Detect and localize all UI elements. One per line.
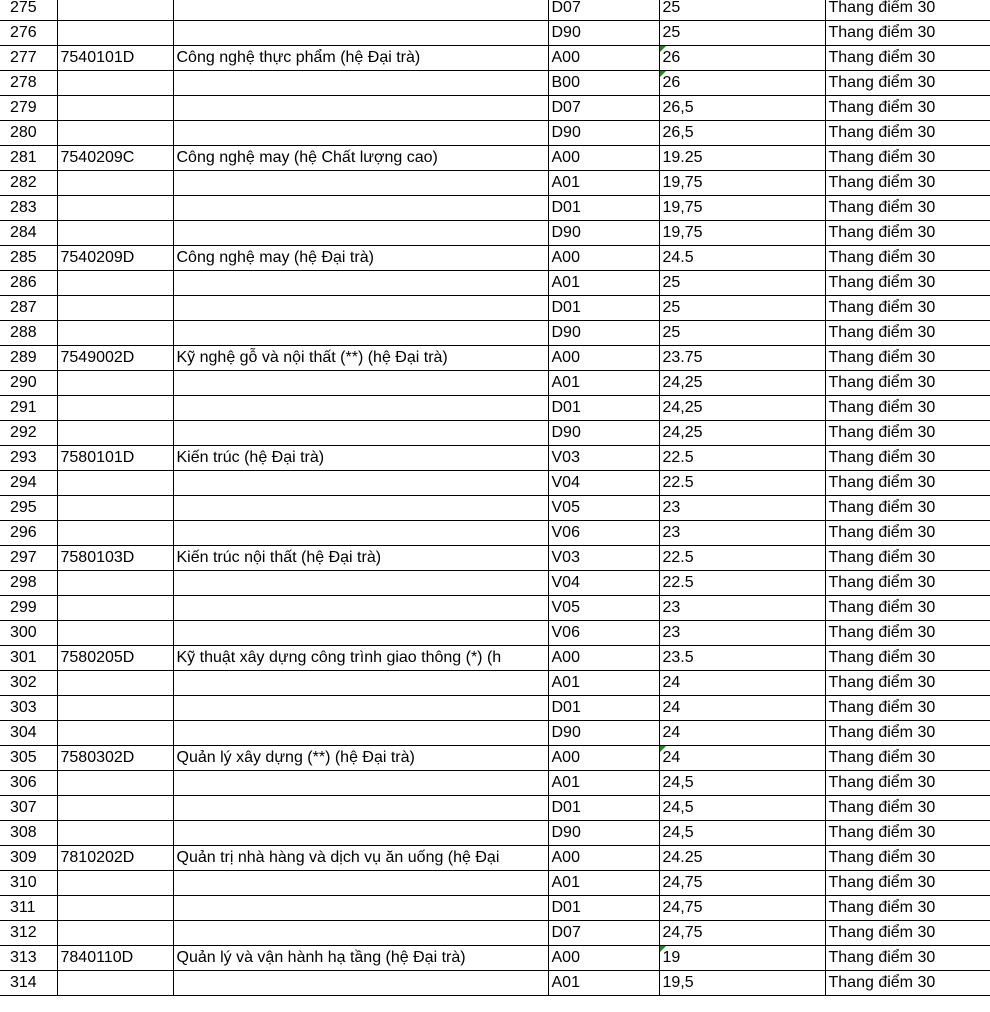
subject-block-cell[interactable]: A01	[548, 671, 659, 696]
row-number-cell[interactable]: 311	[0, 896, 57, 921]
score-cell[interactable]: 24,5	[659, 796, 825, 821]
subject-block-cell[interactable]: D90	[548, 721, 659, 746]
major-code-cell[interactable]: 7840110D	[57, 946, 173, 971]
row-number-cell[interactable]: 295	[0, 496, 57, 521]
row-number-cell[interactable]: 301	[0, 646, 57, 671]
major-name-cell[interactable]: Kiến trúc nội thất (hệ Đại trà)	[173, 546, 548, 571]
scale-cell[interactable]: Thang điểm 30	[825, 721, 990, 746]
major-name-cell[interactable]	[173, 596, 548, 621]
subject-block-cell[interactable]: D90	[548, 121, 659, 146]
score-cell[interactable]: 23.75	[659, 346, 825, 371]
score-cell[interactable]: 22.5	[659, 471, 825, 496]
row-number-cell[interactable]: 277	[0, 46, 57, 71]
score-cell[interactable]: 24	[659, 671, 825, 696]
table-row	[0, 871, 990, 896]
table-row	[0, 96, 990, 121]
table-row	[0, 746, 990, 771]
scale-cell[interactable]: Thang điểm 30	[825, 871, 990, 896]
major-code-cell[interactable]: 7580103D	[57, 546, 173, 571]
major-name-cell[interactable]	[173, 21, 548, 46]
major-code-cell[interactable]: 7810202D	[57, 846, 173, 871]
score-cell[interactable]: 19,75	[659, 196, 825, 221]
table-row	[0, 146, 990, 171]
score-cell[interactable]: 26	[659, 46, 825, 71]
subject-block-cell[interactable]: B00	[548, 71, 659, 96]
subject-block-cell[interactable]: A00	[548, 346, 659, 371]
major-code-cell[interactable]	[57, 896, 173, 921]
score-cell[interactable]: 24,75	[659, 921, 825, 946]
major-name-cell[interactable]: Công nghệ may (hệ Đại trà)	[173, 246, 548, 271]
major-code-cell[interactable]	[57, 421, 173, 446]
row-number-cell[interactable]: 290	[0, 371, 57, 396]
major-name-cell[interactable]	[173, 921, 548, 946]
row-number-cell[interactable]: 280	[0, 121, 57, 146]
score-cell[interactable]: 24,5	[659, 821, 825, 846]
table-row	[0, 571, 990, 596]
score-cell[interactable]: 26,5	[659, 121, 825, 146]
major-code-cell[interactable]	[57, 771, 173, 796]
score-cell[interactable]: 22.5	[659, 571, 825, 596]
scale-cell[interactable]: Thang điểm 30	[825, 371, 990, 396]
major-code-cell[interactable]	[57, 221, 173, 246]
table-row	[0, 896, 990, 921]
table-row	[0, 371, 990, 396]
subject-block-cell[interactable]: A00	[548, 46, 659, 71]
row-number-cell[interactable]: 306	[0, 771, 57, 796]
row-number-cell[interactable]: 297	[0, 546, 57, 571]
row-number-cell[interactable]: 283	[0, 196, 57, 221]
row-number-cell[interactable]: 299	[0, 596, 57, 621]
score-cell[interactable]: 23	[659, 521, 825, 546]
subject-block-cell[interactable]: A00	[548, 246, 659, 271]
scale-cell[interactable]: Thang điểm 30	[825, 271, 990, 296]
major-name-cell[interactable]	[173, 71, 548, 96]
subject-block-cell[interactable]: A00	[548, 846, 659, 871]
table-row	[0, 246, 990, 271]
major-name-cell[interactable]	[173, 471, 548, 496]
major-name-cell[interactable]	[173, 771, 548, 796]
major-name-cell[interactable]	[173, 96, 548, 121]
major-name-cell[interactable]	[173, 521, 548, 546]
major-name-cell[interactable]	[173, 796, 548, 821]
major-name-cell[interactable]	[173, 321, 548, 346]
score-cell[interactable]: 24,5	[659, 771, 825, 796]
subject-block-cell[interactable]: D90	[548, 821, 659, 846]
major-name-cell[interactable]	[173, 371, 548, 396]
subject-block-cell[interactable]: A00	[548, 146, 659, 171]
row-number-cell[interactable]: 276	[0, 21, 57, 46]
major-name-cell[interactable]	[173, 421, 548, 446]
major-code-cell[interactable]	[57, 371, 173, 396]
major-code-cell[interactable]	[57, 21, 173, 46]
row-number-cell[interactable]: 312	[0, 921, 57, 946]
subject-block-cell[interactable]: D01	[548, 696, 659, 721]
subject-block-cell[interactable]: D90	[548, 21, 659, 46]
row-number-cell[interactable]: 303	[0, 696, 57, 721]
row-number-cell[interactable]: 284	[0, 221, 57, 246]
major-code-cell[interactable]	[57, 921, 173, 946]
scale-cell[interactable]: Thang điểm 30	[825, 796, 990, 821]
scale-cell[interactable]: Thang điểm 30	[825, 321, 990, 346]
score-cell[interactable]: 19,5	[659, 971, 825, 996]
major-code-cell[interactable]	[57, 721, 173, 746]
row-number-cell[interactable]: 308	[0, 821, 57, 846]
score-cell[interactable]: 22.5	[659, 446, 825, 471]
row-number-cell[interactable]: 305	[0, 746, 57, 771]
major-name-cell[interactable]: Kỹ thuật xây dựng công trình giao thông (*) (h	[173, 646, 548, 671]
major-name-cell[interactable]: Công nghệ thực phẩm (hệ Đại trà)	[173, 46, 548, 71]
subject-block-cell[interactable]: A01	[548, 271, 659, 296]
table-row	[0, 0, 990, 21]
scale-cell[interactable]: Thang điểm 30	[825, 696, 990, 721]
table-row	[0, 446, 990, 471]
scale-cell[interactable]: Thang điểm 30	[825, 146, 990, 171]
scale-cell[interactable]: Thang điểm 30	[825, 521, 990, 546]
subject-block-cell[interactable]: V04	[548, 471, 659, 496]
row-number-cell[interactable]: 314	[0, 971, 57, 996]
table-row	[0, 496, 990, 521]
score-cell[interactable]: 24,25	[659, 371, 825, 396]
subject-block-cell[interactable]: D07	[548, 96, 659, 121]
row-number-cell[interactable]: 309	[0, 846, 57, 871]
row-number-cell[interactable]: 282	[0, 171, 57, 196]
row-number-cell[interactable]: 298	[0, 571, 57, 596]
subject-block-cell[interactable]: D90	[548, 321, 659, 346]
table-row	[0, 396, 990, 421]
score-cell[interactable]: 26	[659, 71, 825, 96]
table-row	[0, 121, 990, 146]
subject-block-cell[interactable]: D07	[548, 0, 659, 21]
major-code-cell[interactable]: 7540209D	[57, 246, 173, 271]
major-code-cell[interactable]: 7549002D	[57, 346, 173, 371]
subject-block-cell[interactable]: D01	[548, 396, 659, 421]
score-cell[interactable]: 25	[659, 0, 825, 21]
row-number-cell[interactable]: 286	[0, 271, 57, 296]
scale-cell[interactable]: Thang điểm 30	[825, 21, 990, 46]
score-cell[interactable]: 19	[659, 946, 825, 971]
row-number-cell[interactable]: 288	[0, 321, 57, 346]
major-code-cell[interactable]	[57, 596, 173, 621]
major-code-cell[interactable]	[57, 121, 173, 146]
score-cell[interactable]: 25	[659, 21, 825, 46]
score-cell[interactable]: 26,5	[659, 96, 825, 121]
row-number-cell[interactable]: 302	[0, 671, 57, 696]
major-name-cell[interactable]	[173, 296, 548, 321]
score-cell[interactable]: 25	[659, 271, 825, 296]
table-row	[0, 846, 990, 871]
row-number-cell[interactable]: 289	[0, 346, 57, 371]
score-cell[interactable]: 25	[659, 296, 825, 321]
score-cell[interactable]: 23.5	[659, 646, 825, 671]
table-row	[0, 546, 990, 571]
major-name-cell[interactable]	[173, 396, 548, 421]
score-cell[interactable]: 19,75	[659, 171, 825, 196]
row-number-cell[interactable]: 293	[0, 446, 57, 471]
score-cell[interactable]: 24	[659, 721, 825, 746]
major-code-cell[interactable]	[57, 171, 173, 196]
major-name-cell[interactable]	[173, 496, 548, 521]
score-cell[interactable]: 24.5	[659, 246, 825, 271]
subject-block-cell[interactable]: V05	[548, 596, 659, 621]
score-cell[interactable]: 22.5	[659, 546, 825, 571]
scale-cell[interactable]: Thang điểm 30	[825, 596, 990, 621]
table-row	[0, 171, 990, 196]
scale-cell[interactable]: Thang điểm 30	[825, 546, 990, 571]
major-name-cell[interactable]: Kỹ nghệ gỗ và nội thất (**) (hệ Đại trà)	[173, 346, 548, 371]
scale-cell[interactable]: Thang điểm 30	[825, 571, 990, 596]
major-code-cell[interactable]	[57, 396, 173, 421]
table-row	[0, 471, 990, 496]
major-code-cell[interactable]	[57, 971, 173, 996]
row-number-cell[interactable]: 304	[0, 721, 57, 746]
subject-block-cell[interactable]: A01	[548, 371, 659, 396]
major-name-cell[interactable]: Quản lý và vận hành hạ tầng (hệ Đại trà)	[173, 946, 548, 971]
major-name-cell[interactable]	[173, 271, 548, 296]
score-cell[interactable]: 24,25	[659, 421, 825, 446]
row-number-cell[interactable]: 278	[0, 71, 57, 96]
score-cell[interactable]: 23	[659, 496, 825, 521]
scale-cell[interactable]: Thang điểm 30	[825, 121, 990, 146]
score-cell[interactable]: 24.25	[659, 846, 825, 871]
scale-cell[interactable]: Thang điểm 30	[825, 646, 990, 671]
subject-block-cell[interactable]: V06	[548, 521, 659, 546]
scale-cell[interactable]: Thang điểm 30	[825, 396, 990, 421]
scale-cell[interactable]: Thang điểm 30	[825, 96, 990, 121]
score-cell[interactable]: 24,25	[659, 396, 825, 421]
table-row	[0, 971, 990, 996]
row-number-cell[interactable]: 307	[0, 796, 57, 821]
subject-block-cell[interactable]: V03	[548, 446, 659, 471]
table-row	[0, 696, 990, 721]
major-code-cell[interactable]	[57, 471, 173, 496]
score-cell[interactable]: 24	[659, 696, 825, 721]
major-code-cell[interactable]: 7540101D	[57, 46, 173, 71]
scale-cell[interactable]: Thang điểm 30	[825, 221, 990, 246]
score-cell[interactable]: 24	[659, 746, 825, 771]
table-row	[0, 771, 990, 796]
table-row	[0, 346, 990, 371]
scale-cell[interactable]: Thang điểm 30	[825, 746, 990, 771]
table-row	[0, 71, 990, 96]
subject-block-cell[interactable]: D07	[548, 921, 659, 946]
table-row	[0, 671, 990, 696]
major-code-cell[interactable]: 7580302D	[57, 746, 173, 771]
row-number-cell[interactable]: 310	[0, 871, 57, 896]
table-row	[0, 946, 990, 971]
scale-cell[interactable]: Thang điểm 30	[825, 971, 990, 996]
major-name-cell[interactable]: Công nghệ may (hệ Chất lượng cao)	[173, 146, 548, 171]
scale-cell[interactable]: Thang điểm 30	[825, 346, 990, 371]
major-name-cell[interactable]	[173, 621, 548, 646]
row-number-cell[interactable]: 281	[0, 146, 57, 171]
row-number-cell[interactable]: 294	[0, 471, 57, 496]
score-cell[interactable]: 23	[659, 596, 825, 621]
score-cell[interactable]: 24,75	[659, 896, 825, 921]
major-name-cell[interactable]	[173, 671, 548, 696]
row-number-cell[interactable]: 287	[0, 296, 57, 321]
score-cell[interactable]: 25	[659, 321, 825, 346]
major-code-cell[interactable]: 7540209C	[57, 146, 173, 171]
table-row	[0, 921, 990, 946]
major-name-cell[interactable]	[173, 696, 548, 721]
subject-block-cell[interactable]: D01	[548, 896, 659, 921]
subject-block-cell[interactable]: A01	[548, 171, 659, 196]
major-code-cell[interactable]	[57, 96, 173, 121]
scale-cell[interactable]: Thang điểm 30	[825, 671, 990, 696]
scale-cell[interactable]: Thang điểm 30	[825, 946, 990, 971]
major-name-cell[interactable]	[173, 121, 548, 146]
major-code-cell[interactable]	[57, 296, 173, 321]
score-cell[interactable]: 23	[659, 621, 825, 646]
major-code-cell[interactable]	[57, 871, 173, 896]
major-name-cell[interactable]	[173, 971, 548, 996]
table-row	[0, 596, 990, 621]
row-number-cell[interactable]: 300	[0, 621, 57, 646]
score-cell[interactable]: 19,75	[659, 221, 825, 246]
table-row	[0, 271, 990, 296]
scale-cell[interactable]: Thang điểm 30	[825, 71, 990, 96]
major-name-cell[interactable]	[173, 821, 548, 846]
subject-block-cell[interactable]: A01	[548, 971, 659, 996]
major-code-cell[interactable]	[57, 571, 173, 596]
row-number-cell[interactable]: 291	[0, 396, 57, 421]
major-code-cell[interactable]	[57, 0, 173, 21]
subject-block-cell[interactable]: D01	[548, 796, 659, 821]
score-cell[interactable]: 24,75	[659, 871, 825, 896]
table-row	[0, 21, 990, 46]
table-row	[0, 821, 990, 846]
row-number-cell[interactable]: 279	[0, 96, 57, 121]
subject-block-cell[interactable]: V04	[548, 571, 659, 596]
major-name-cell[interactable]	[173, 571, 548, 596]
scale-cell[interactable]: Thang điểm 30	[825, 621, 990, 646]
subject-block-cell[interactable]: A00	[548, 946, 659, 971]
row-number-cell[interactable]: 275	[0, 0, 57, 21]
major-code-cell[interactable]	[57, 821, 173, 846]
major-code-cell[interactable]	[57, 71, 173, 96]
major-code-cell[interactable]	[57, 496, 173, 521]
table-row	[0, 296, 990, 321]
scale-cell[interactable]: Thang điểm 30	[825, 296, 990, 321]
score-cell[interactable]: 19.25	[659, 146, 825, 171]
major-code-cell[interactable]	[57, 796, 173, 821]
major-code-cell[interactable]: 7580205D	[57, 646, 173, 671]
subject-block-cell[interactable]: A00	[548, 746, 659, 771]
table-row	[0, 321, 990, 346]
subject-block-cell[interactable]: D90	[548, 421, 659, 446]
subject-block-cell[interactable]: A01	[548, 871, 659, 896]
major-name-cell[interactable]	[173, 721, 548, 746]
major-code-cell[interactable]	[57, 621, 173, 646]
scale-cell[interactable]: Thang điểm 30	[825, 496, 990, 521]
scale-cell[interactable]: Thang điểm 30	[825, 821, 990, 846]
subject-block-cell[interactable]: A00	[548, 646, 659, 671]
scale-cell[interactable]: Thang điểm 30	[825, 0, 990, 21]
major-name-cell[interactable]	[173, 196, 548, 221]
row-number-cell[interactable]: 296	[0, 521, 57, 546]
scale-cell[interactable]: Thang điểm 30	[825, 771, 990, 796]
major-name-cell[interactable]: Quản lý xây dựng (**) (hệ Đại trà)	[173, 746, 548, 771]
major-code-cell[interactable]: 7580101D	[57, 446, 173, 471]
major-name-cell[interactable]	[173, 871, 548, 896]
subject-block-cell[interactable]: D01	[548, 196, 659, 221]
table-row	[0, 721, 990, 746]
major-name-cell[interactable]: Quản trị nhà hàng và dịch vụ ăn uống (hệ Đại	[173, 846, 548, 871]
subject-block-cell[interactable]: D90	[548, 221, 659, 246]
scale-cell[interactable]: Thang điểm 30	[825, 921, 990, 946]
scale-cell[interactable]: Thang điểm 30	[825, 896, 990, 921]
table-row	[0, 221, 990, 246]
table-row	[0, 421, 990, 446]
major-code-cell[interactable]	[57, 321, 173, 346]
major-name-cell[interactable]: Kiến trúc (hệ Đại trà)	[173, 446, 548, 471]
table-row	[0, 796, 990, 821]
major-name-cell[interactable]	[173, 171, 548, 196]
row-number-cell[interactable]: 292	[0, 421, 57, 446]
subject-block-cell[interactable]: V03	[548, 546, 659, 571]
table-row	[0, 521, 990, 546]
scale-cell[interactable]: Thang điểm 30	[825, 196, 990, 221]
major-code-cell[interactable]	[57, 696, 173, 721]
scale-cell[interactable]: Thang điểm 30	[825, 421, 990, 446]
subject-block-cell[interactable]: A01	[548, 771, 659, 796]
scale-cell[interactable]: Thang điểm 30	[825, 446, 990, 471]
table-row	[0, 46, 990, 71]
row-number-cell[interactable]: 313	[0, 946, 57, 971]
subject-block-cell[interactable]: V06	[548, 621, 659, 646]
major-name-cell[interactable]	[173, 896, 548, 921]
table-row	[0, 646, 990, 671]
major-code-cell[interactable]	[57, 671, 173, 696]
major-code-cell[interactable]	[57, 196, 173, 221]
table-row	[0, 196, 990, 221]
table-row	[0, 621, 990, 646]
subject-block-cell[interactable]: V05	[548, 496, 659, 521]
scale-cell[interactable]: Thang điểm 30	[825, 846, 990, 871]
major-code-cell[interactable]	[57, 271, 173, 296]
major-name-cell[interactable]	[173, 221, 548, 246]
scale-cell[interactable]: Thang điểm 30	[825, 46, 990, 71]
major-name-cell[interactable]	[173, 0, 548, 21]
row-number-cell[interactable]: 285	[0, 246, 57, 271]
scale-cell[interactable]: Thang điểm 30	[825, 246, 990, 271]
major-code-cell[interactable]	[57, 521, 173, 546]
subject-block-cell[interactable]: D01	[548, 296, 659, 321]
scale-cell[interactable]: Thang điểm 30	[825, 471, 990, 496]
scale-cell[interactable]: Thang điểm 30	[825, 171, 990, 196]
